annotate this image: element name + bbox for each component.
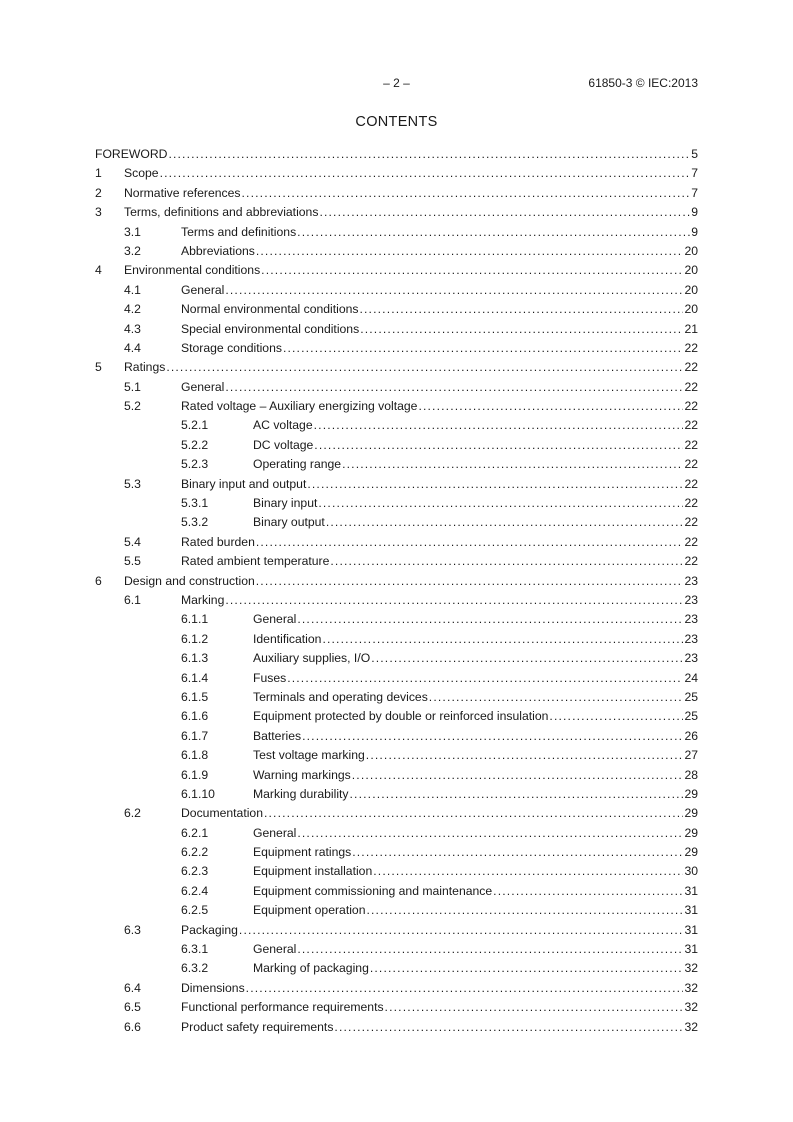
toc-entry-number: 5.3.1: [181, 496, 209, 511]
dot-leader: [319, 203, 690, 222]
toc-entry[interactable]: [95, 378, 698, 397]
toc-entry[interactable]: [95, 901, 698, 920]
toc-entry[interactable]: [95, 416, 698, 435]
toc-entry[interactable]: [95, 475, 698, 494]
toc-entry-number: 5.5: [124, 554, 141, 569]
dot-leader: [264, 804, 683, 823]
toc-entry-page: 7: [691, 166, 698, 181]
toc-entry-line: [124, 572, 698, 591]
dot-leader: [366, 901, 683, 920]
toc-entry-line: [253, 610, 698, 629]
toc-entry[interactable]: [95, 707, 698, 726]
toc-entry-page: 23: [684, 573, 698, 588]
toc-entry-page: 5: [691, 147, 698, 161]
toc-entry-page: 25: [684, 709, 698, 724]
dot-leader: [160, 164, 691, 183]
toc-entry-line: [253, 416, 698, 435]
toc-entry-line: [253, 649, 698, 668]
toc-entry[interactable]: [95, 998, 698, 1017]
toc-entry-number: 5.2.2: [181, 437, 209, 452]
toc-entry-title: Abbreviations: [181, 243, 255, 258]
toc-entry-line: [253, 862, 698, 881]
toc-entry-page: 9: [691, 205, 698, 220]
toc-entry[interactable]: [95, 261, 698, 280]
toc-entry[interactable]: [95, 804, 698, 823]
dot-leader: [242, 184, 691, 203]
toc-entry-page: 28: [684, 767, 698, 782]
toc-entry[interactable]: [95, 242, 698, 261]
dot-leader: [366, 746, 684, 765]
toc-entry-page: 29: [684, 806, 698, 821]
toc-entry-page: 22: [684, 379, 698, 394]
dot-leader: [371, 649, 683, 668]
toc-entry-number: 5: [95, 360, 102, 375]
toc-entry-title: Auxiliary supplies, I/O: [253, 651, 371, 666]
toc-entry-page: 31: [684, 883, 698, 898]
toc-entry[interactable]: [95, 843, 698, 862]
toc-entry-line: [253, 746, 698, 765]
toc-entry-page: 32: [684, 980, 698, 995]
toc-entry-page: 32: [684, 1000, 698, 1015]
toc-entry[interactable]: [95, 300, 698, 319]
toc-entry-line: [124, 358, 698, 377]
toc-entry-line: [181, 223, 698, 242]
toc-entry[interactable]: [95, 824, 698, 843]
toc-entry[interactable]: [95, 940, 698, 959]
toc-entry-title: Equipment installation: [253, 864, 373, 879]
toc-entry[interactable]: [95, 591, 698, 610]
toc-entry-page: 31: [684, 942, 698, 957]
toc-entry-line: [253, 882, 698, 901]
toc-entry-title: AC voltage: [253, 418, 313, 433]
toc-entry-number: 5.2.1: [181, 418, 209, 433]
toc-entry-title: General: [181, 379, 225, 394]
toc-entry-number: 6.2: [124, 806, 141, 821]
dot-leader: [334, 1018, 683, 1037]
toc-entry-number: 6.2.2: [181, 845, 209, 860]
toc-entry-title: General: [253, 942, 297, 957]
toc-entry-number: 6.1.2: [181, 631, 209, 646]
toc-entry-number: 6.2.5: [181, 903, 209, 918]
toc-entry-title: Special environmental conditions: [181, 321, 360, 336]
toc-entry-title: Binary output: [253, 515, 325, 530]
toc-entry[interactable]: [95, 436, 698, 455]
toc-entry[interactable]: [95, 281, 698, 300]
toc-entry-title: Packaging: [181, 922, 238, 937]
toc-entry-number: 1: [95, 166, 102, 181]
toc-entry-title: Storage conditions: [181, 340, 282, 355]
toc-entry-line: [253, 785, 698, 804]
toc-entry-line: [124, 261, 698, 280]
dot-leader: [283, 339, 683, 358]
toc-entry-line: [253, 669, 698, 688]
toc-entry[interactable]: [95, 320, 698, 339]
dot-leader: [385, 998, 684, 1017]
dot-leader: [261, 261, 683, 280]
toc-entry-page: 22: [684, 515, 698, 530]
toc-entry[interactable]: [95, 1018, 698, 1037]
toc-entry-page: 7: [691, 185, 698, 200]
toc-entry-title: General: [253, 612, 297, 627]
toc-entry-line: [181, 533, 698, 552]
dot-leader: [350, 785, 684, 804]
toc-entry-number: 6.4: [124, 980, 141, 995]
toc-entry-line: [253, 688, 698, 707]
toc-entry-line: [253, 843, 698, 862]
toc-entry-page: 22: [684, 340, 698, 355]
toc-entry-title: General: [181, 282, 225, 297]
toc-entry-title: Normative references: [124, 185, 241, 200]
toc-entry-page: 32: [684, 961, 698, 976]
toc-entry[interactable]: [95, 649, 698, 668]
toc-entry-number: 3: [95, 205, 102, 220]
toc-entry-page: 22: [684, 554, 698, 569]
toc-entry-number: 3.1: [124, 224, 141, 239]
dot-leader: [307, 475, 683, 494]
toc-entry-page: 22: [684, 399, 698, 414]
toc-entry[interactable]: [95, 164, 698, 183]
toc-entry-number: 6.1.3: [181, 651, 209, 666]
toc-entry-title: Marking of packaging: [253, 961, 369, 976]
toc-entry-line: [181, 1018, 698, 1037]
toc-entry-page: 23: [684, 592, 698, 607]
toc-entry-line: [181, 339, 698, 358]
toc-entry-page: 20: [684, 282, 698, 297]
toc-entry-page: 27: [684, 748, 698, 763]
toc-entry[interactable]: [95, 610, 698, 629]
toc-entry[interactable]: [95, 397, 698, 416]
toc-entry-title: Rated ambient temperature: [181, 554, 330, 569]
toc-entry-line: [253, 513, 698, 532]
toc-entry[interactable]: [95, 882, 698, 901]
toc-entry-title: Design and construction: [124, 573, 255, 588]
toc-entry-page: 20: [684, 302, 698, 317]
toc-entry-title: Identification: [253, 631, 322, 646]
dot-leader: [225, 378, 683, 397]
dot-leader: [370, 959, 684, 978]
toc-entry-title: Equipment commissioning and maintenance: [253, 883, 493, 898]
toc-entry-number: 5.4: [124, 534, 141, 549]
dot-leader: [322, 630, 683, 649]
toc-entry[interactable]: [95, 513, 698, 532]
toc-entry-number: 4.1: [124, 282, 141, 297]
toc-entry-title: Equipment protected by double or reinforced insulation: [253, 709, 549, 724]
toc-entry-page: 20: [684, 243, 698, 258]
toc-entry[interactable]: [95, 959, 698, 978]
toc-entry-line: [181, 804, 698, 823]
toc-entry-page: 22: [684, 360, 698, 375]
toc-entry-number: 6.1.4: [181, 670, 209, 685]
dot-leader: [342, 455, 683, 474]
toc-entry-title: Dimensions: [181, 980, 245, 995]
dot-leader: [330, 552, 683, 571]
dot-leader: [239, 921, 684, 940]
dot-leader: [166, 358, 683, 377]
toc-entry-line: [181, 475, 698, 494]
toc-entry-number: 6.1: [124, 592, 141, 607]
toc-entry-page: 22: [684, 476, 698, 491]
toc-entry-number: 4: [95, 263, 102, 278]
toc-entry[interactable]: [95, 552, 698, 571]
toc-entry[interactable]: [95, 203, 698, 222]
toc-entry-page: 30: [684, 864, 698, 879]
dot-leader: [352, 843, 683, 862]
dot-leader: [168, 145, 690, 164]
toc-entry-number: 2: [95, 185, 102, 200]
toc-entry-number: 5.3: [124, 476, 141, 491]
dot-leader: [297, 940, 683, 959]
toc-entry-title: General: [253, 825, 297, 840]
toc-entry[interactable]: [95, 184, 698, 203]
dot-leader: [314, 416, 684, 435]
toc-entry-title: Rated voltage – Auxiliary energizing voltage: [181, 399, 418, 414]
toc-entry-page: 22: [684, 496, 698, 511]
toc-entry-title: Functional performance requirements: [181, 1000, 384, 1015]
toc-entry-page: 23: [684, 651, 698, 666]
toc-entry-line: [253, 707, 698, 726]
toc-entry-page: 23: [684, 612, 698, 627]
dot-leader: [246, 979, 684, 998]
dot-leader: [373, 862, 683, 881]
toc-entry-title: Scope: [124, 166, 159, 181]
toc-entry-title: Warning markings: [253, 767, 351, 782]
toc-entry-number: 6.5: [124, 1000, 141, 1015]
toc-entry-number: 5.3.2: [181, 515, 209, 530]
toc-entry-line: [253, 436, 698, 455]
toc-entry-number: 6.3.1: [181, 942, 209, 957]
toc-entry-page: 21: [684, 321, 698, 336]
toc-entry-page: 22: [684, 437, 698, 452]
toc-entry-line: [253, 727, 698, 746]
toc-entry-line: [181, 921, 698, 940]
toc-entry[interactable]: [95, 979, 698, 998]
toc-entry[interactable]: [95, 572, 698, 591]
toc-entry-title: Ratings: [124, 360, 166, 375]
dot-leader: [225, 281, 683, 300]
toc-entry-page: 26: [684, 728, 698, 743]
toc-entry[interactable]: [95, 630, 698, 649]
toc-entry[interactable]: [95, 223, 698, 242]
toc-entry-number: 5.2.3: [181, 457, 209, 472]
toc-entry-line: [253, 901, 698, 920]
toc-entry-title: Equipment operation: [253, 903, 366, 918]
toc-entry-line: [124, 203, 698, 222]
toc-entry-page: 22: [684, 418, 698, 433]
toc-entry-line: [181, 320, 698, 339]
toc-entry[interactable]: [95, 145, 698, 164]
dot-leader: [287, 669, 683, 688]
toc-entry-line: [253, 824, 698, 843]
toc-entry-title: Terminals and operating devices: [253, 689, 428, 704]
toc-entry-title: Normal environmental conditions: [181, 302, 359, 317]
toc-entry-title: DC voltage: [253, 437, 314, 452]
dot-leader: [256, 533, 684, 552]
toc-entry-title: Product safety requirements: [181, 1019, 334, 1034]
toc-entry[interactable]: [95, 921, 698, 940]
toc-entry-number: 5.2: [124, 399, 141, 414]
toc-entry-line: [181, 300, 698, 319]
dot-leader: [297, 610, 683, 629]
toc-entry-title: Marking durability: [253, 786, 349, 801]
toc-entry-line: [181, 552, 698, 571]
toc-entry-line: [181, 397, 698, 416]
toc-entry-number: 6.1.1: [181, 612, 209, 627]
dot-leader: [359, 300, 683, 319]
table-of-contents: [95, 145, 698, 1037]
toc-entry[interactable]: [95, 455, 698, 474]
toc-entry-title: Binary input: [253, 496, 318, 511]
dot-leader: [549, 707, 683, 726]
toc-entry-title: Fuses: [253, 670, 287, 685]
toc-entry-line: [253, 940, 698, 959]
toc-entry[interactable]: [95, 688, 698, 707]
toc-entry-page: 31: [684, 903, 698, 918]
toc-entry-number: 6.1.9: [181, 767, 209, 782]
toc-entry-title: Terms, definitions and abbreviations: [124, 205, 319, 220]
toc-entry-number: 6.3: [124, 922, 141, 937]
toc-entry-number: 6.2.3: [181, 864, 209, 879]
toc-entry-title: Terms and definitions: [181, 224, 297, 239]
toc-entry[interactable]: [95, 339, 698, 358]
dot-leader: [360, 320, 683, 339]
toc-entry-page: 29: [684, 786, 698, 801]
toc-entry-number: 6.2.4: [181, 883, 209, 898]
toc-entry-line: [253, 630, 698, 649]
toc-entry-line: [124, 184, 698, 203]
toc-entry-line: [253, 959, 698, 978]
toc-entry-line: [181, 378, 698, 397]
dot-leader: [297, 824, 683, 843]
toc-entry-line: [253, 766, 698, 785]
toc-entry-title: Operating range: [253, 457, 342, 472]
toc-entry-number: 6: [95, 573, 102, 588]
toc-entry-title: Test voltage marking: [253, 748, 365, 763]
toc-entry-line: [124, 164, 698, 183]
document-reference: 61850-3 © IEC:2013: [588, 76, 698, 90]
toc-entry-number: 6.1.7: [181, 728, 209, 743]
toc-entry-line: [181, 998, 698, 1017]
toc-entry-line: [181, 281, 698, 300]
toc-entry-title: Batteries: [253, 728, 302, 743]
dot-leader: [418, 397, 683, 416]
toc-entry-title: Documentation: [181, 806, 263, 821]
page-number: – 2 –: [383, 76, 410, 90]
dot-leader: [429, 688, 684, 707]
toc-entry-title: FOREWORD: [95, 147, 168, 161]
toc-entry-page: 24: [684, 670, 698, 685]
toc-entry[interactable]: [95, 862, 698, 881]
page-header: [0, 76, 793, 92]
dot-leader: [352, 766, 684, 785]
toc-entry-page: 22: [684, 534, 698, 549]
dot-leader: [256, 572, 684, 591]
toc-entry-page: 25: [684, 689, 698, 704]
toc-entry-line: [181, 591, 698, 610]
toc-entry-number: 4.4: [124, 340, 141, 355]
dot-leader: [256, 242, 684, 261]
toc-entry-number: 6.6: [124, 1019, 141, 1034]
dot-leader: [314, 436, 683, 455]
dot-leader: [318, 494, 683, 513]
dot-leader: [302, 727, 683, 746]
toc-entry[interactable]: [95, 727, 698, 746]
toc-entry-page: 23: [684, 631, 698, 646]
dot-leader: [297, 223, 690, 242]
contents-title: CONTENTS: [355, 114, 438, 130]
toc-entry-page: 22: [684, 457, 698, 472]
dot-leader: [225, 591, 683, 610]
dot-leader: [326, 513, 684, 532]
toc-entry[interactable]: [95, 669, 698, 688]
toc-entry-number: 6.3.2: [181, 961, 209, 976]
toc-entry[interactable]: [95, 785, 698, 804]
toc-entry-page: 31: [684, 922, 698, 937]
toc-entry-number: 6.2.1: [181, 825, 209, 840]
toc-entry[interactable]: [95, 358, 698, 377]
toc-entry-number: 4.3: [124, 321, 141, 336]
toc-entry-line: [181, 979, 698, 998]
toc-entry-title: Rated burden: [181, 534, 255, 549]
toc-entry[interactable]: [95, 746, 698, 765]
toc-entry-page: 32: [684, 1019, 698, 1034]
dot-leader: [493, 882, 683, 901]
toc-entry-page: 29: [684, 845, 698, 860]
toc-entry-number: 3.2: [124, 243, 141, 258]
toc-entry-page: 9: [691, 224, 698, 239]
toc-entry-line: [253, 455, 698, 474]
toc-entry-title: Marking: [181, 592, 225, 607]
toc-entry-number: 6.1.5: [181, 689, 209, 704]
toc-entry[interactable]: [95, 533, 698, 552]
toc-entry-line: [253, 494, 698, 513]
toc-entry[interactable]: [95, 766, 698, 785]
toc-entry-title: Environmental conditions: [124, 263, 261, 278]
toc-entry-number: 6.1.6: [181, 709, 209, 724]
toc-entry-number: 6.1.8: [181, 748, 209, 763]
toc-entry-line: [181, 242, 698, 261]
toc-entry-page: 29: [684, 825, 698, 840]
toc-entry-number: 6.1.10: [181, 786, 215, 801]
toc-entry-line: [95, 145, 698, 164]
toc-entry-title: Binary input and output: [181, 476, 307, 491]
toc-entry-page: 20: [684, 263, 698, 278]
toc-entry[interactable]: [95, 494, 698, 513]
toc-entry-title: Equipment ratings: [253, 845, 352, 860]
toc-entry-number: 4.2: [124, 302, 141, 317]
toc-entry-number: 5.1: [124, 379, 141, 394]
